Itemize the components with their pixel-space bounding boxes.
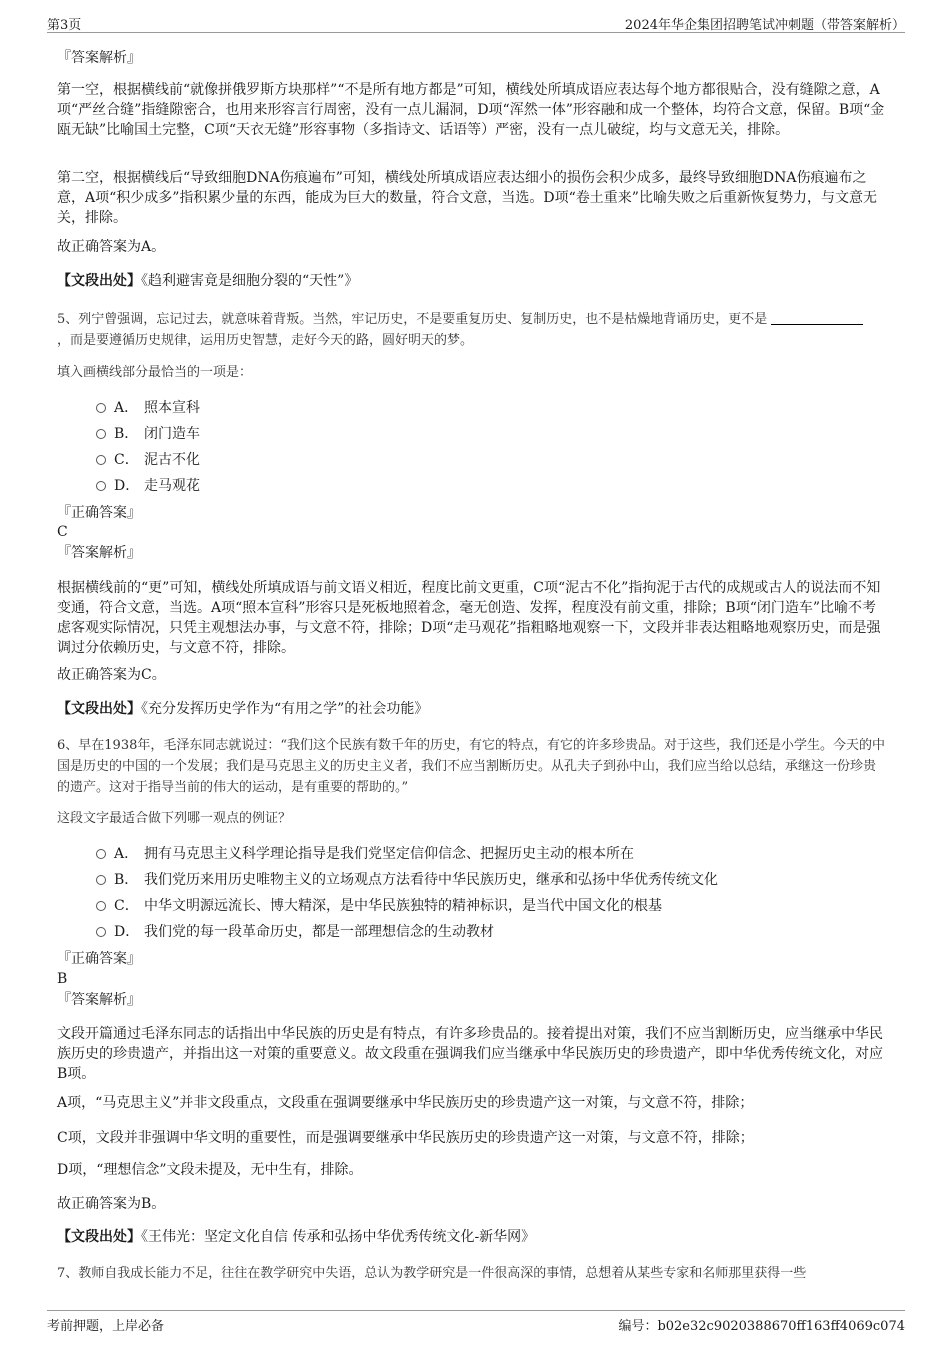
q6-conclusion: 故正确答案为B。 <box>57 1196 166 1212</box>
q5-source <box>57 699 887 719</box>
page-footer <box>47 1310 905 1335</box>
q6-analysis-p3: C项，文段并非强调中华文明的重要性，而是强调要继承中华民族历史的珍贵遗产这一对策，与文意不符，排除； <box>57 1130 754 1146</box>
q5-prompt: 填入画横线部分最恰当的一项是： <box>57 365 253 380</box>
q4-analysis-p2: 第二空，根据横线后“导致细胞DNA伤痕遍布”可知，横线处所填成语应表达细小的损伤会积少成多，最终导致细胞DNA伤痕遍布之意，A项“积少成多”指积累少量的东西，能成为巨大的数量，符合文意，当选。D项“卷土重来”比喻失败之后重新恢复势力，与文意无关，排除。 <box>57 170 877 226</box>
q6-analysis-p4: D项，“理想信念”文段未提及，无中生有，排除。 <box>57 1162 363 1178</box>
q5-correct-answer: C <box>57 524 68 540</box>
q6-option-d[interactable]: D． 我们党的每一段革命历史，都是一部理想信念的生动教材 <box>96 922 494 942</box>
q6-correct-label: 『正确答案』 <box>57 951 141 967</box>
radio-icon[interactable] <box>96 927 106 937</box>
q4-source <box>57 271 887 291</box>
q6-prompt: 这段文字最适合做下列哪一观点的例证？ <box>57 811 292 826</box>
radio-icon[interactable] <box>96 481 106 491</box>
q5-option-b[interactable]: B． 闭门造车 <box>96 424 200 444</box>
q4-source-label: 【文段出处】 <box>57 273 141 289</box>
q4-source-text: 《趋利避害竟是细胞分裂的“天性”》 <box>141 273 359 289</box>
q7-stem: 7、教师自我成长能力不足，往往在教学研究中失语，总认为教学研究是一件很高深的事情，总想着从某些专家和名师那里获得一些 <box>57 1266 807 1281</box>
page-header <box>47 12 905 33</box>
q5-source-text: 《充分发挥历史学作为“有用之学”的社会功能》 <box>141 701 429 717</box>
q5-blank <box>771 310 863 325</box>
q5-analysis-label: 『答案解析』 <box>57 545 141 561</box>
q6-correct-answer: B <box>57 971 68 987</box>
radio-icon[interactable] <box>96 455 106 465</box>
q6-analysis-label: 『答案解析』 <box>57 992 141 1008</box>
q6-analysis-p1: 文段开篇通过毛泽东同志的话指出中华民族的历史是有特点，有许多珍贵品的。接着提出对策，我们不应当割断历史，应当继承中华民族历史的珍贵遗产，并指出这一对策的重要意义。故文段重在强调我们应当继承中华民族历史的珍贵遗产，即中华优秀传统文化，对应B项。 <box>57 1026 883 1082</box>
q6-source <box>57 1227 887 1247</box>
q6-option-a[interactable]: A． 拥有马克思主义科学理论指导是我们党坚定信仰信念、把握历史主动的根本所在 <box>96 844 634 864</box>
radio-icon[interactable] <box>96 875 106 885</box>
q5-option-d[interactable]: D． 走马观花 <box>96 476 200 496</box>
q5-conclusion: 故正确答案为C。 <box>57 667 166 683</box>
q4-analysis-p1: 第一空，根据横线前“就像拼俄罗斯方块那样”“不是所有地方都是”可知，横线处所填成语应表达每个地方都很贴合，没有缝隙之意，A项“严丝合缝”指缝隙密合，也用来形容言行周密，没有一点儿漏洞，D项“浑然一体”形容融和成一个整体，均符合文意，保留。B项“金瓯无缺”比喻国土完整，C项“天衣无缝”形容事物（多指诗文、话语等）严密，没有一点儿破绽，均与文意无关，排除。 <box>57 82 885 138</box>
radio-icon[interactable] <box>96 429 106 439</box>
q4-analysis-label: 『答案解析』 <box>57 50 141 66</box>
radio-icon[interactable] <box>96 901 106 911</box>
q6-stem: 6、早在1938年，毛泽东同志就说过：“我们这个民族有数千年的历史，有它的特点，有它的许多珍贵品。对于这些，我们还是小学生。今天的中国是历史的中国的一个发展；我们是马克思主义的历史主义者，我们不应当割断历史。从孔夫子到孙中山，我们应当给以总结，承继这一份珍贵的遗产。这对于指导当前的伟大的运动，是有重要的帮助的。” <box>57 738 886 795</box>
q6-source-label: 【文段出处】 <box>57 1229 141 1245</box>
q5-source-label: 【文段出处】 <box>57 701 141 717</box>
q6-analysis-p2: A项，“马克思主义”并非文段重点，文段重在强调要继承中华民族历史的珍贵遗产这一对策，与文意不符，排除； <box>57 1095 754 1111</box>
q6-option-b[interactable]: B． 我们党历来用历史唯物主义的立场观点方法看待中华民族历史，继承和弘扬中华优秀传统文化 <box>96 870 718 890</box>
q4-conclusion: 故正确答案为A。 <box>57 239 166 255</box>
page-number: 第3页 <box>47 18 82 33</box>
q5-stem-b: ，而是要遵循历史规律，运用历史智慧，走好今天的路，圆好明天的梦。 <box>57 333 474 348</box>
q5-option-c[interactable]: C． 泥古不化 <box>96 450 200 470</box>
footer-slogan: 考前押题，上岸必备 <box>47 1319 165 1334</box>
q5-analysis-p1: 根据横线前的“更”可知，横线处所填成语与前文语义相近，程度比前文更重，C项“泥古不化”指拘泥于古代的成规或古人的说法而不知变通，符合文意，当选。A项“照本宣科”形容只是死板地照着念，毫无创造、发挥，程度没有前文重，排除；B项“闭门造车”比喻不考虑客观实际情况，只凭主观想法办事，与文意不符，排除；D项“走马观花”指粗略地观察一下，文段并非表达粗略地观察历史，而是强调过分依赖历史，与文意不符，排除。 <box>57 580 881 656</box>
q5-option-a[interactable]: A． 照本宣科 <box>96 398 200 418</box>
q5-stem-a: 5、列宁曾强调，忘记过去，就意味着背叛。当然，牢记历史，不是要重复历史、复制历史，也不是枯燥地背诵历史，更不是 <box>57 312 768 327</box>
document-id: 编号：b02e32c9020388670ff163ff4069c074 <box>618 1319 905 1334</box>
q5-correct-label: 『正确答案』 <box>57 505 141 521</box>
q5-stem <box>57 309 887 351</box>
radio-icon[interactable] <box>96 849 106 859</box>
document-title: 2024年华企集团招聘笔试冲刺题（带答案解析） <box>624 18 905 33</box>
radio-icon[interactable] <box>96 403 106 413</box>
q6-option-c[interactable]: C． 中华文明源远流长、博大精深，是中华民族独特的精神标识，是当代中国文化的根基 <box>96 896 662 916</box>
q6-source-text: 《王伟光：坚定文化自信 传承和弘扬中华优秀传统文化-新华网》 <box>141 1229 536 1245</box>
